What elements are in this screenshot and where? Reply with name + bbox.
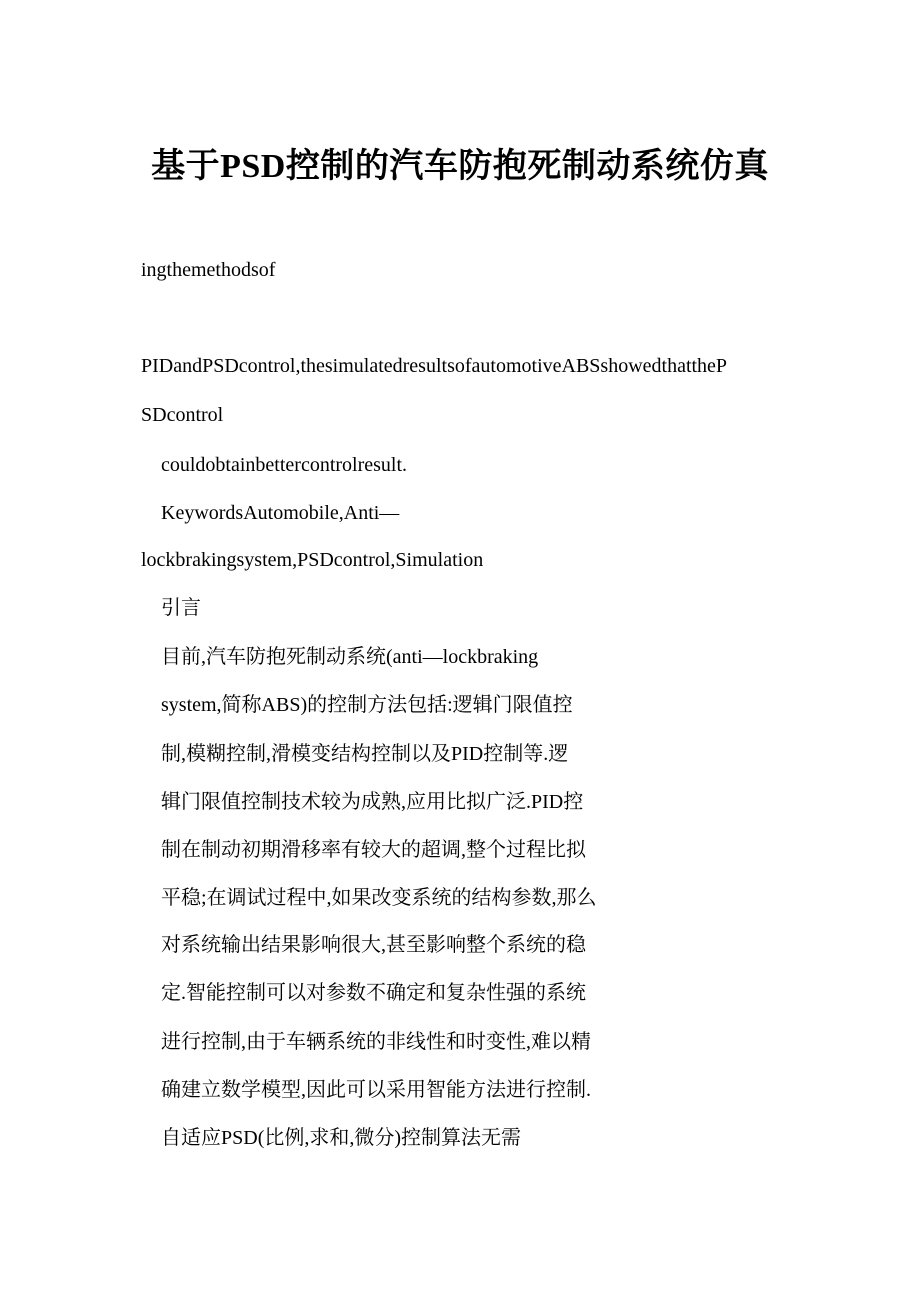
- paragraph-line-7: 对系统输出结果影响很大,甚至影响整个系统的稳: [161, 934, 586, 956]
- keywords-line-2: lockbrakingsystem,PSDcontrol,Simulation: [141, 549, 484, 571]
- section-heading-introduction: 引言: [161, 597, 201, 619]
- paragraph-line-9: 进行控制,由于车辆系统的非线性和时变性,难以精: [161, 1031, 591, 1053]
- text-line-abstract-4: couldobtainbettercontrolresult.: [161, 454, 408, 476]
- paragraph-line-11: 自适应PSD(比例,求和,微分)控制算法无需: [161, 1127, 522, 1149]
- paragraph-line-10: 确建立数学模型,因此可以采用智能方法进行控制.: [161, 1079, 591, 1101]
- paragraph-line-5: 制在制动初期滑移率有较大的超调,整个过程比拟: [161, 839, 586, 861]
- text-line-abstract-2: PIDandPSDcontrol,thesimulatedresultsofautomotiveABSshowedthattheP: [141, 355, 728, 377]
- paragraph-line-4: 辑门限值控制技术较为成熟,应用比拟广泛.PID控: [161, 791, 584, 813]
- text-line-abstract-3: SDcontrol: [141, 404, 224, 426]
- paragraph-line-1: 目前,汽车防抱死制动系统(anti—lockbraking: [161, 646, 539, 668]
- document-title: 基于PSD控制的汽车防抱死制动系统仿真: [151, 148, 769, 185]
- keywords-line-1: KeywordsAutomobile,Anti—: [161, 502, 400, 524]
- paragraph-line-3: 制,模糊控制,滑模变结构控制以及PID控制等.逻: [161, 743, 569, 765]
- paragraph-line-2: system,简称ABS)的控制方法包括:逻辑门限值控: [161, 694, 573, 716]
- text-line-abstract-1: ingthemethodsof: [141, 259, 276, 281]
- paragraph-line-8: 定.智能控制可以对参数不确定和复杂性强的系统: [161, 982, 586, 1004]
- paragraph-line-6: 平稳;在调试过程中,如果改变系统的结构参数,那么: [161, 887, 597, 909]
